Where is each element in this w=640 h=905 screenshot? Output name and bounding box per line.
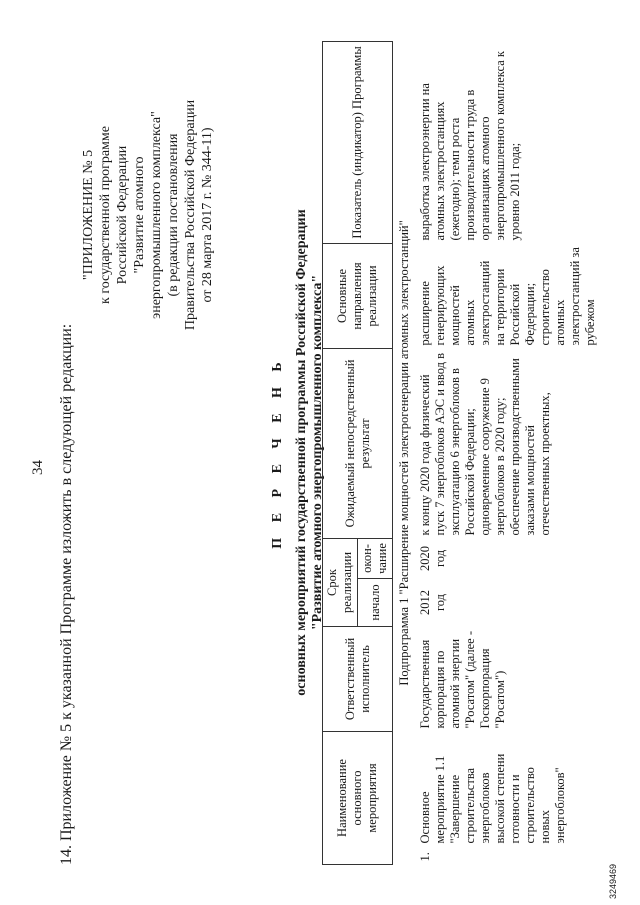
table-header-row bbox=[323, 41, 358, 864]
heading-subtitle-line-1: основных мероприятий государственной программы Российской Федерации bbox=[294, 209, 309, 696]
appendix-block bbox=[80, 85, 216, 345]
row-end: 2020 год bbox=[418, 545, 447, 571]
row-directions: расширение генерирующих мощностей атомных электростанций на территории Российской Федерации; строительство атомных электростанций за рубежом bbox=[418, 247, 597, 346]
subprogram-row bbox=[393, 41, 417, 864]
subprogram-title: Подпрограмма 1 "Расширение мощностей электрогенерации атомных электростанций" bbox=[397, 220, 411, 686]
header-indicator: Показатель (индикатор) Программы bbox=[323, 41, 393, 243]
header-end: окон-чание bbox=[358, 538, 393, 578]
appendix-line: энергопромышленного комплекса" bbox=[149, 111, 164, 319]
header-period: Срок реализации bbox=[323, 538, 358, 626]
header-result: Ожидаемый непосредственный результат bbox=[323, 348, 393, 538]
measures-table bbox=[322, 41, 600, 865]
header-directions: Основные направления реализации bbox=[323, 243, 393, 348]
row-start: 2012 год bbox=[418, 589, 447, 615]
page-number: 34 bbox=[30, 460, 46, 475]
row-measure-name: Основное мероприятие 1.1 "Завершение строительства энергоблоков высокой степени готовности и строительство новых энергоблоков" bbox=[418, 753, 567, 844]
row-executor: Государственная корпорация по атомной энергии "Росатом" (далее - Госкорпорация "Росатом") bbox=[418, 631, 507, 729]
document-heading bbox=[270, 0, 326, 905]
appendix-line: Правительства Российской Федерации bbox=[183, 99, 198, 331]
header-name: Наименование основного мероприятия bbox=[323, 731, 393, 864]
intro-line: 14. Приложение № 5 к указанной Программе изложить в следующей редакции: bbox=[58, 323, 75, 865]
heading-subtitle-line-2: "Развитие атомного энергопромышленного комплекса" bbox=[310, 274, 325, 631]
row-result: к концу 2020 года физический пуск 7 энергоблоков АЭС и ввод в эксплуатацию 6 энергоблоков в Российской Федерации; одновременное сооружение 9 энергоблоков в 2020 году; обеспечение производственными заказами мощностей отечественных проектных, bbox=[418, 352, 552, 536]
header-executor: Ответственный исполнитель bbox=[323, 626, 393, 731]
appendix-line: "Развитие атомного bbox=[132, 156, 147, 274]
document-stamp: 3249469 bbox=[608, 863, 618, 899]
appendix-line: Российской Федерации bbox=[115, 145, 130, 285]
appendix-line: к государственной программе bbox=[98, 126, 113, 304]
appendix-line: "ПРИЛОЖЕНИЕ № 5 bbox=[81, 149, 96, 281]
appendix-line: от 28 марта 2017 г. № 344-11) bbox=[200, 127, 215, 303]
table-row bbox=[416, 41, 600, 864]
row-number: 1. bbox=[418, 852, 432, 862]
heading-title: П Е Р Е Ч Е Н Ь bbox=[270, 356, 285, 549]
appendix-line: (в редакции постановления bbox=[166, 133, 181, 297]
header-start: начало bbox=[358, 578, 393, 626]
row-indicator: выработка электроэнергии на атомных электростанциях (ежегодно); темп роста производительности труда в организациях атомного энергопромышленного комплекса к уровню 2011 года; bbox=[418, 51, 522, 241]
